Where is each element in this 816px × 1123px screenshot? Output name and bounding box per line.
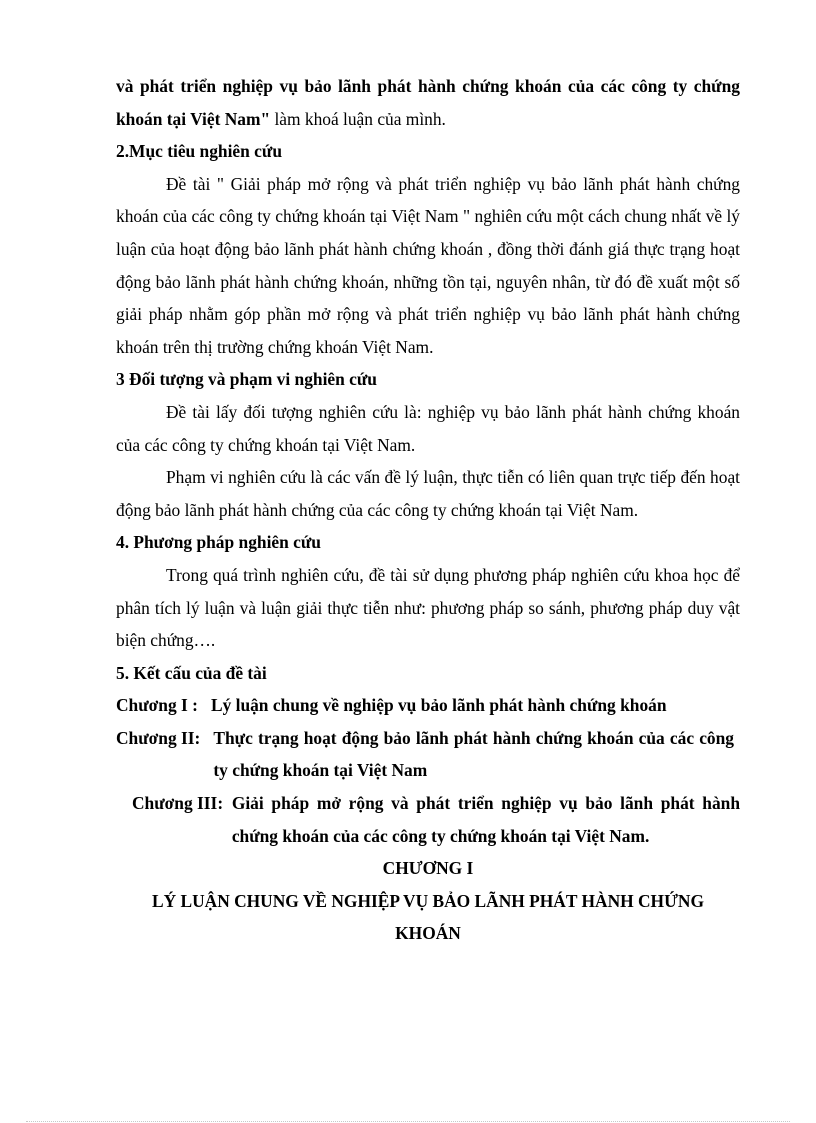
intro-bold-text: và phát triển nghiệp vụ bảo lãnh phát hành chứng khoán của các công ty chứng khoán tại Việt Nam"	[116, 76, 740, 129]
section-4-paragraph: Trong quá trình nghiên cứu, đề tài sử dụng phương pháp nghiên cứu khoa học để phân tích lý luận và luận giải thực tiễn như: phương pháp so sánh, phương pháp duy vật biện chứng….	[116, 564, 740, 651]
intro-paragraph	[116, 70, 740, 135]
chapter-title: LÝ LUẬN CHUNG VỀ NGHIỆP VỤ BẢO LÃNH PHÁT HÀNH CHỨNG KHOÁN	[151, 890, 705, 944]
section-4-heading: 4. Phương pháp nghiên cứu	[116, 532, 321, 553]
chapter-1-label: Chương I :	[116, 695, 211, 716]
section-2-heading: 2.Mục tiêu nghiên cứu	[116, 141, 282, 162]
footer-divider	[26, 1121, 790, 1122]
intro-rest-text: làm khoá luận của mình.	[270, 108, 446, 129]
section-3-paragraph-2: Phạm vi nghiên cứu là các vấn đề lý luận, thực tiễn có liên quan trực tiếp đến hoạt động bảo lãnh phát hành chứng của các công ty chứng khoán tại Việt Nam.	[116, 467, 740, 520]
chapter-number: CHƯƠNG I	[382, 858, 474, 879]
section-3-heading: 3 Đối tượng và phạm vi nghiên cứu	[116, 369, 377, 390]
chapter-2-entry	[116, 722, 740, 787]
section-3-paragraph-1: Đề tài lấy đối tượng nghiên cứu là: nghiệp vụ bảo lãnh phát hành chứng khoán của các công ty chứng khoán tại Việt Nam.	[116, 401, 740, 455]
chapter-1-text: Lý luận chung về nghiệp vụ bảo lãnh phát hành chứng khoán	[210, 695, 667, 716]
section-2-paragraph: Đề tài " Giải pháp mở rộng và phát triển nghiệp vụ bảo lãnh phát hành chứng khoán của các công ty chứng khoán tại Việt Nam " nghiên cứu một cách chung nhất về lý luận của hoạt động bảo lãnh phát hành chứng khoán , đồng thời đánh giá thực trạng hoạt động bảo lãnh phát hành chứng khoán, những tồn tại, nguyên nhân, từ đó đề xuất một số giải pháp nhằm góp phần mở rộng và phát triển nghiệp vụ bảo lãnh phát hành chứng khoán trên thị trường chứng khoán Việt Nam.	[116, 173, 740, 357]
chapter-2-text: Thực trạng hoạt động bảo lãnh phát hành chứng khoán của các công ty chứng khoán tại Việt Nam	[213, 727, 734, 781]
section-5-heading: 5. Kết cấu của đề tài	[116, 662, 267, 683]
chapter-3-label: Chương III:	[132, 793, 232, 814]
chapter-1-entry	[116, 689, 740, 722]
document-page	[116, 70, 740, 950]
chapter-3-text: Giải pháp mở rộng và phát triển nghiệp vụ bảo lãnh phát hành chứng khoán của các công ty chứng khoán tại Việt Nam.	[231, 793, 740, 846]
chapter-2-label: Chương II:	[116, 727, 214, 748]
chapter-3-entry	[116, 787, 740, 852]
